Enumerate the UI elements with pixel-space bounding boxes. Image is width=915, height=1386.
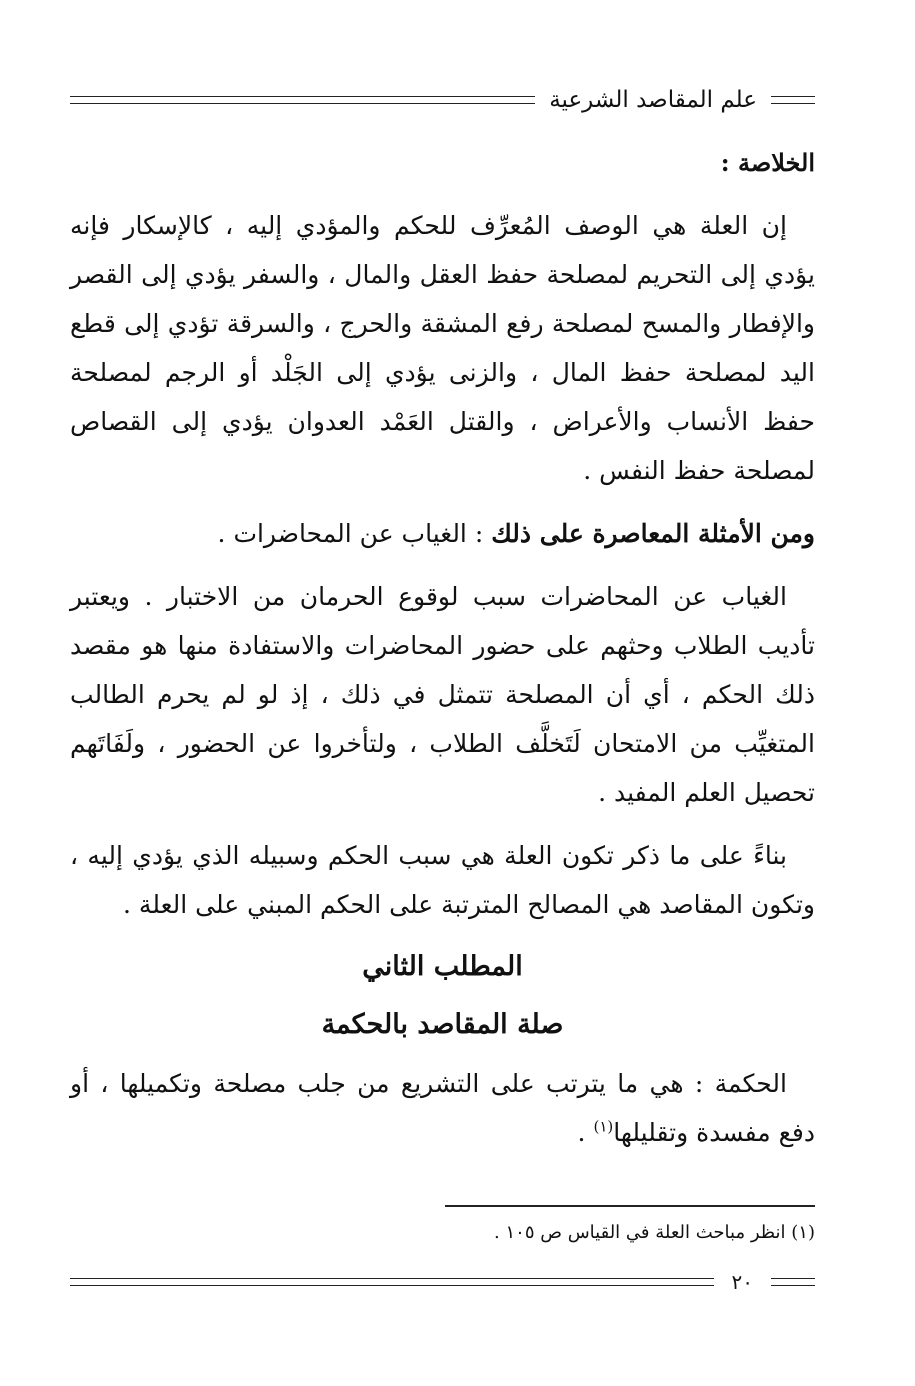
header-rule: [70, 96, 535, 104]
wisdom-text: الحكمة : هي ما يترتب على التشريع من جلب مصلحة وتكميلها ، أو دفع مفسدة وتقليلها: [70, 1069, 815, 1147]
page-body: [70, 138, 815, 1171]
example-paragraph: الغياب عن المحاضرات سبب لوقوع الحرمان من الاختبار . ويعتبر تأديب الطلاب وحثهم على حضور المحاضرات والاستفادة منها هو مقصد ذلك الحكم ، أي أن المصلحة تتمثل في ذلك ، إذ لو لم يحرم الطالب المتغيِّب من الامتحان لَتَخلَّف الطلاب ، ولتأخروا عن الحضور ، ولَفَاتَهم تحصيل العلم المفيد .: [70, 582, 815, 807]
page-number: ٢٠: [731, 1270, 753, 1294]
footnote-rule: [445, 1205, 815, 1207]
example-topic: : الغياب عن المحاضرات .: [217, 519, 492, 548]
header-rule-short: [771, 96, 815, 104]
running-title: علم المقاصد الشرعية: [549, 87, 757, 113]
section-number: المطلب الثاني: [362, 951, 523, 982]
example-lead: ومن الأمثلة المعاصرة على ذلك: [491, 519, 815, 548]
footnote-separator: [445, 1205, 815, 1207]
footnote-reference[interactable]: (١): [593, 1117, 614, 1136]
footnote-marker: (١): [791, 1222, 815, 1243]
footnote: [494, 1222, 815, 1243]
page-footer: [70, 1272, 815, 1292]
wisdom-ending: .: [577, 1118, 594, 1147]
footer-rule: [70, 1278, 714, 1286]
footer-rule-short: [771, 1278, 815, 1286]
footnote-text: انظر مباحث العلة في القياس ص ١٠٥ .: [494, 1222, 786, 1243]
example-intro: [70, 509, 815, 558]
wisdom-paragraph: [70, 1059, 815, 1157]
summary-heading: الخلاصة :: [720, 148, 815, 177]
conclusion-paragraph: بناءً على ما ذكر تكون العلة هي سبب الحكم وسبيله الذي يؤدي إليه ، وتكون المقاصد هي المصالح المترتبة على الحكم المبني على العلة .: [70, 841, 815, 919]
section-title: صلة المقاصد بالحكمة: [321, 1009, 564, 1040]
summary-paragraph: إن العلة هي الوصف المُعرِّف للحكم والمؤدي إليه ، كالإسكار فإنه يؤدي إلى التحريم لمصلحة حفظ العقل والمال ، والسفر يؤدي إلى القصر والإفطار والمسح لمصلحة رفع المشقة والحرج ، والسرقة تؤدي إلى قطع اليد لمصلحة حفظ المال ، والزنى يؤدي إلى الجَلْد أو الرجم لمصلحة حفظ الأنساب والأعراض ، والقتل العَمْد العدوان يؤدي إلى القصاص لمصلحة حفظ النفس .: [70, 211, 815, 485]
running-header: [70, 80, 815, 120]
